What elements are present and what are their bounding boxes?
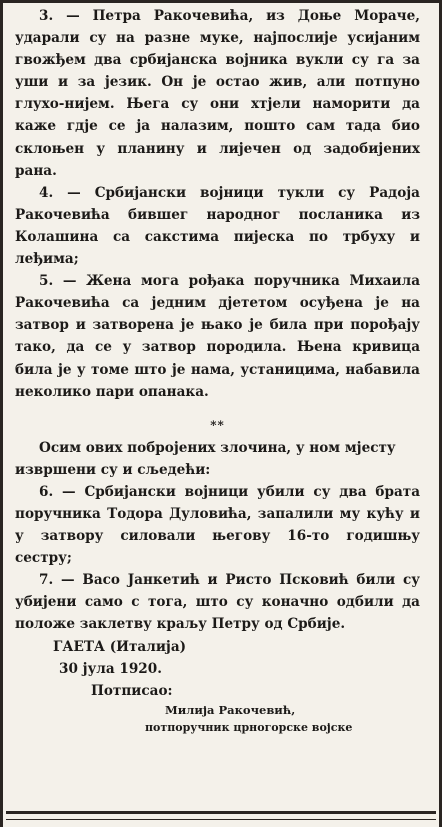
paragraph-item-3: 3. — Петра Ракочевића, из Доње Мораче, ударали су на разне муке, најпослије усијаним гвожђем два србијанска војника вукли су га за уши и за језик. Он је остао жив, али потпуно глухо-нијем. Њега су они хтјели наморити да каже гдје се ја налазим, пошто сам тада био склоњен у планину и лијечен од задобијених рана. — [15, 8, 420, 179]
article-column — [15, 5, 420, 736]
paragraph-item-5: 5. — Жена мога рођака поручника Михаила Ракочевића са једним дјететом осуђена је на затвор и затворена је њако је била при порођају тако, да се у затвор породила. Њена кривица била је у томе што је нама, устаницима, набавила неколико пари опанака. — [15, 273, 420, 400]
signature-rank: потпоручник црногорске војске — [145, 720, 353, 734]
intro-paragraph: Осим ових побројених злочина, у ном мјесту извршени су и сљедећи: — [15, 439, 396, 478]
signed-label: Потписао: — [91, 682, 173, 699]
paragraph-item-7: 7. — Васо Јанкетић и Ристо Псковић били су убијени само с тога, што су коначно одбили да положе заклетву краљу Петру од Србије. — [15, 572, 420, 633]
bottom-rule-thin — [6, 819, 436, 820]
paragraph-item-4: 4. — Србијански војници тукли су Радоја Ракочевића бившег народног посланика из Колашина са сакстима пијеска по трбуху и леђима; — [15, 184, 420, 268]
signature-name: Милија Ракочевић, — [165, 702, 296, 717]
dateline-date: 30 јула 1920. — [59, 660, 162, 677]
section-separator: ⁎⁎ — [210, 414, 225, 429]
dateline-place: ГАЕТА (Италија) — [53, 638, 187, 655]
bottom-rule-thick — [6, 811, 436, 814]
paragraph-item-6: 6. — Србијански војници убили су два брата поручника Тодора Дуловића, запалили му кућу и у затвору силовали његову 16-то годишњу сестру; — [15, 483, 420, 567]
